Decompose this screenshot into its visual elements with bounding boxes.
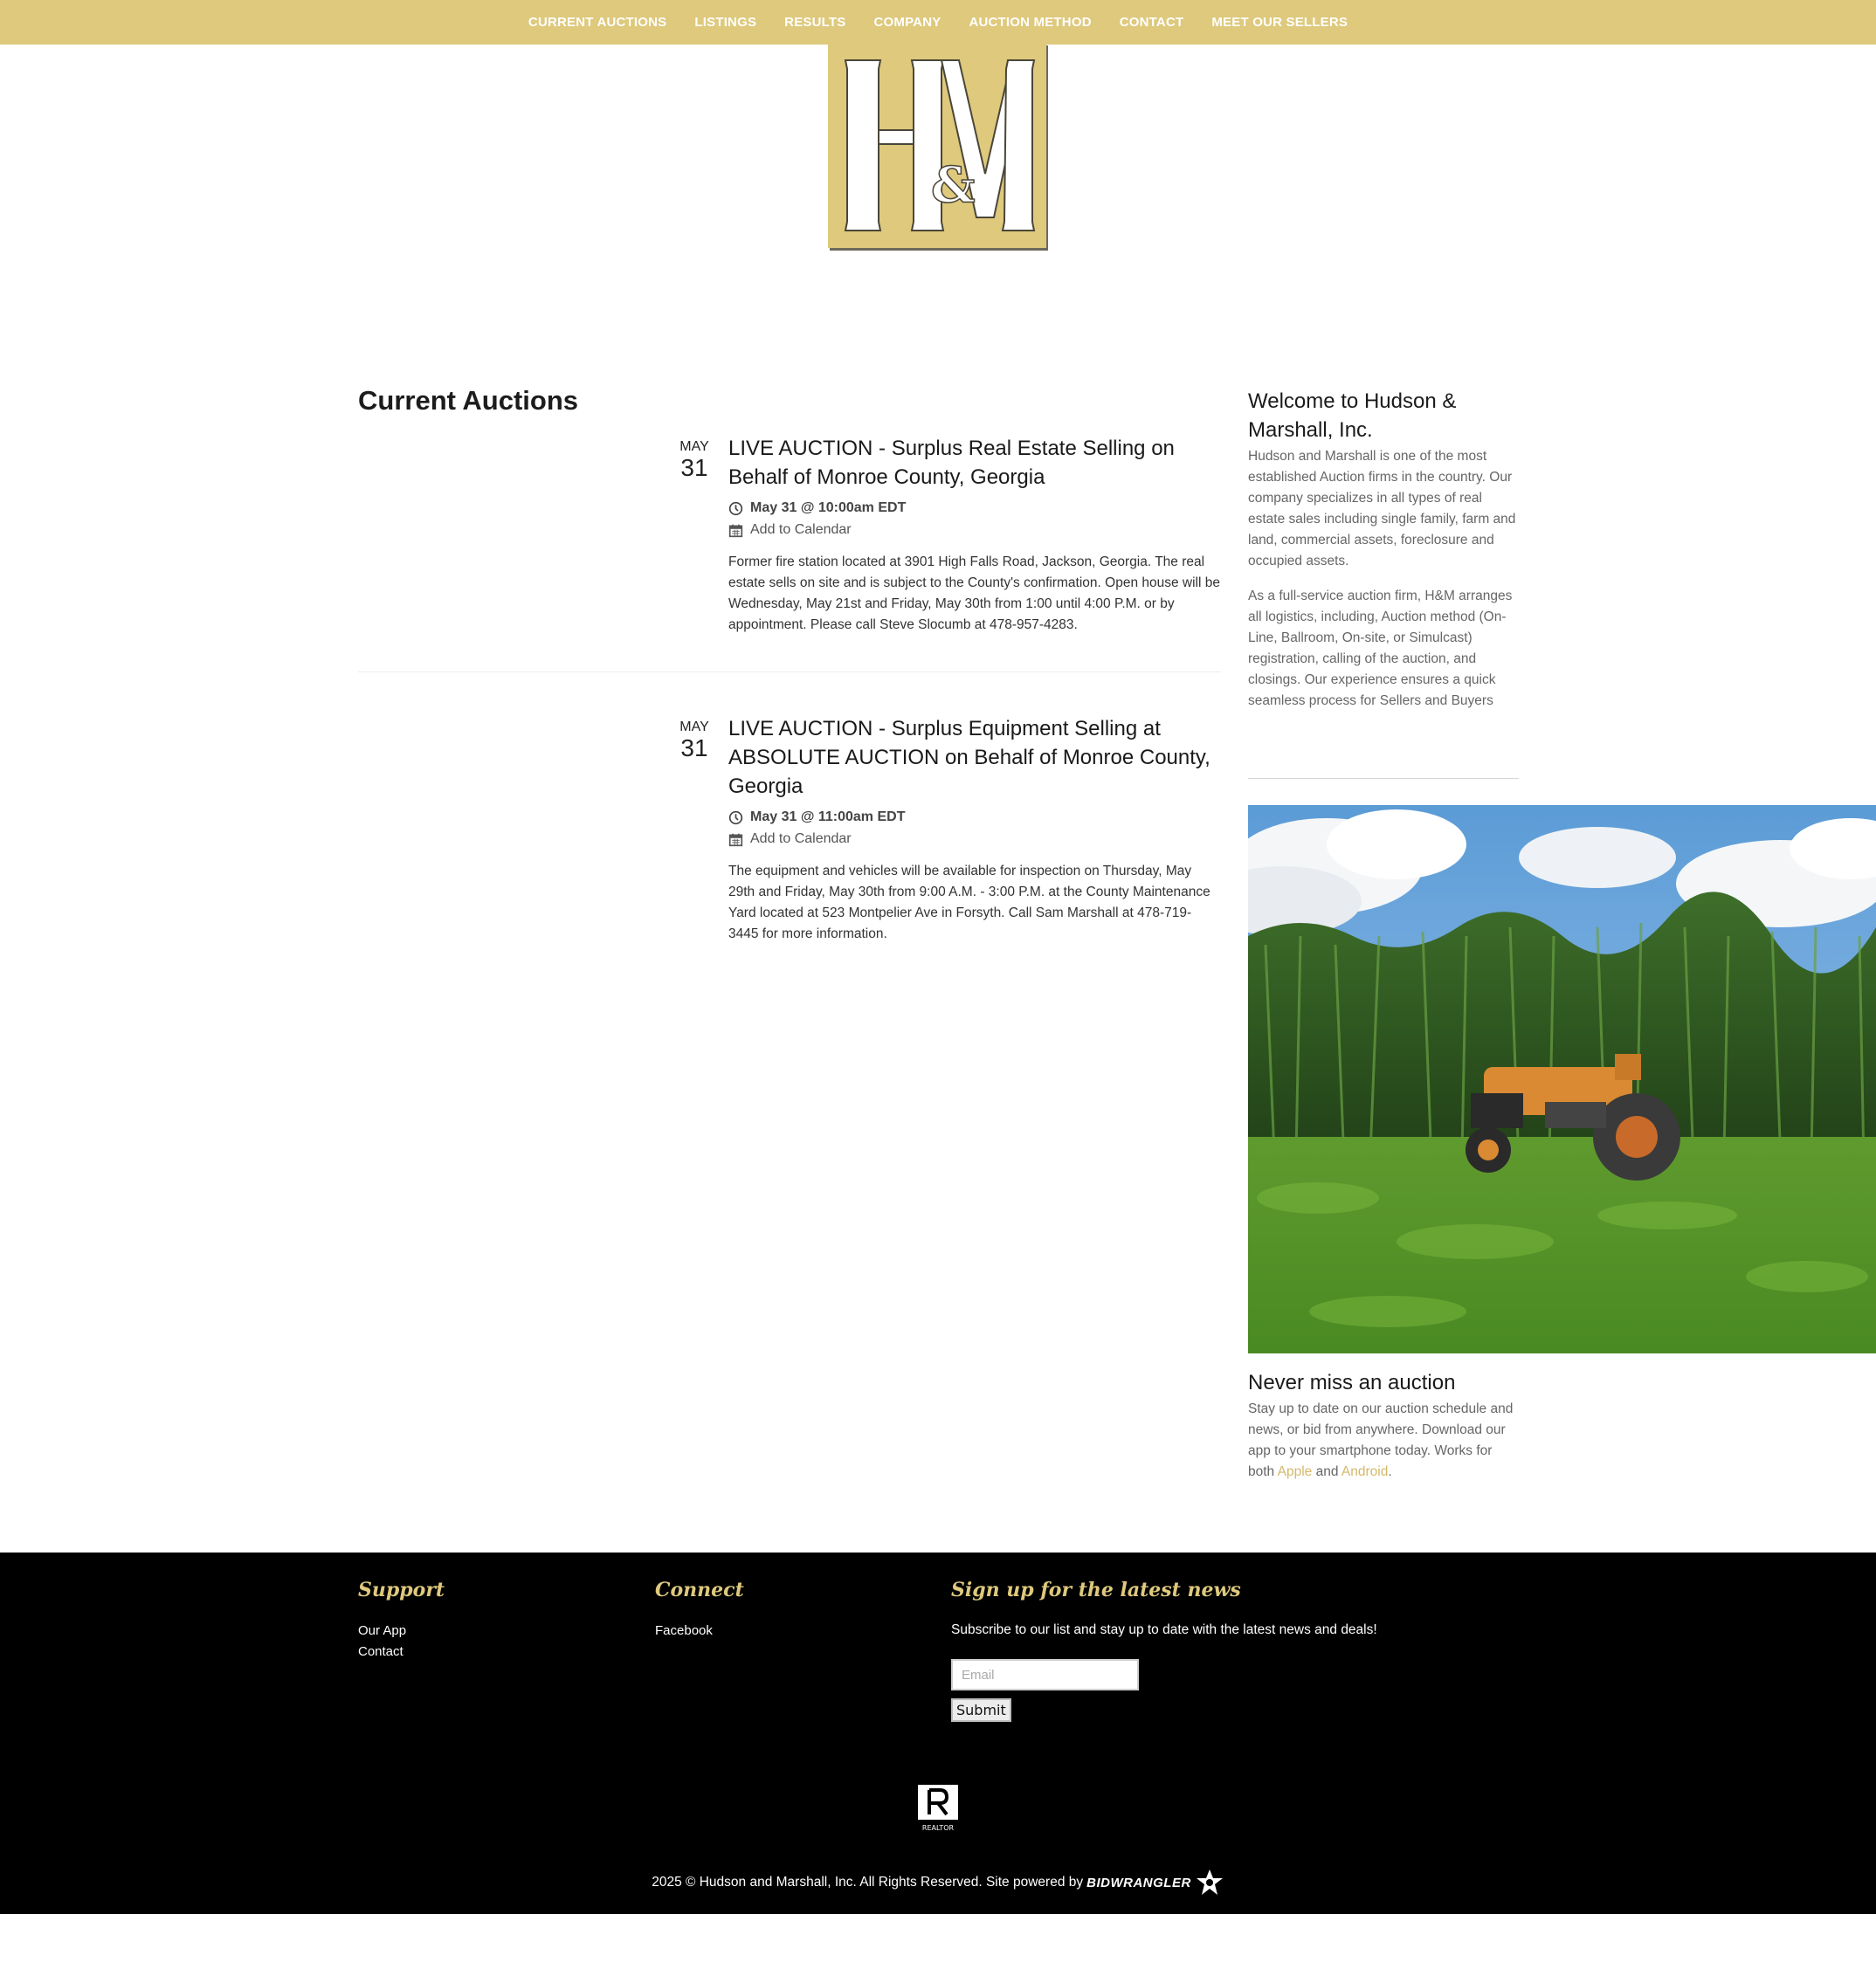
and-text: and	[1315, 1464, 1339, 1479]
nav-links	[0, 0, 1876, 45]
sidebar-welcome	[1248, 387, 1519, 712]
newsletter-title: Sign up for the latest news	[951, 1579, 1241, 1601]
top-navigation	[0, 0, 1876, 45]
add-to-calendar-link[interactable]	[728, 830, 1221, 849]
connect-title: Connect	[655, 1579, 744, 1601]
calendar-icon	[728, 523, 743, 538]
period-text: .	[1388, 1464, 1392, 1479]
event-item	[358, 434, 1221, 652]
nav-meet-our-sellers[interactable]: MEET OUR SELLERS	[1211, 15, 1348, 30]
event-time-text: May 31 @ 11:00am EDT	[750, 809, 906, 824]
realtor-label: REALTOR	[921, 1824, 955, 1832]
event-title[interactable]: LIVE AUCTION - Surplus Real Estate Selling on Behalf of Monroe County, Georgia	[728, 437, 1175, 489]
copyright-text: 2025 © Hudson and Marshall, Inc. All Rights Reserved. Site powered by	[652, 1875, 1084, 1890]
footer-connect	[655, 1579, 744, 1642]
support-title: Support	[358, 1579, 445, 1601]
nav-company[interactable]: COMPANY	[873, 15, 941, 30]
bidwrangler-brand: BIDWRANGLER	[1086, 1875, 1191, 1890]
event-title[interactable]: LIVE AUCTION - Surplus Equipment Selling at ABSOLUTE AUCTION on Behalf of Monroe County, Georgia	[728, 717, 1210, 798]
app-promo-body: Stay up to date on our auction schedule and news, or bid from anywhere. Download our app to your smartphone today. Works for both	[1248, 1401, 1514, 1479]
svg-text:&: &	[931, 156, 976, 214]
clock-icon	[728, 810, 743, 825]
hm-logo-mark	[828, 43, 1046, 248]
nav-listings[interactable]: LISTINGS	[694, 15, 757, 30]
event-time	[728, 499, 1221, 518]
add-to-calendar-label: Add to Calendar	[750, 522, 852, 537]
event-day: 31	[680, 734, 708, 761]
connect-links	[655, 1621, 744, 1642]
star-badge-icon	[1195, 1869, 1224, 1897]
page-title: Current Auctions	[358, 385, 579, 416]
email-input[interactable]	[951, 1659, 1139, 1690]
nav-current-auctions[interactable]: CURRENT AUCTIONS	[528, 15, 667, 30]
apple-link[interactable]: Apple	[1277, 1464, 1313, 1479]
welcome-paragraph-2: As a full-service auction firm, H&M arranges all logistics, including, Auction method (On-Line, Ballroom, On-site, or Simulcast) registration, calling of the auction, and closings. Our experience ensures a quick seamless process for Sellers and Buyers	[1248, 589, 1513, 708]
event-month: MAY	[679, 719, 709, 734]
submit-button[interactable]: Submit	[951, 1698, 1011, 1722]
nav-results[interactable]: RESULTS	[784, 15, 846, 30]
support-links	[358, 1621, 445, 1663]
realtor-logo-icon	[917, 1784, 959, 1833]
event-item	[358, 714, 1221, 950]
nav-auction-method[interactable]: AUCTION METHOD	[969, 15, 1092, 30]
app-promo-title: Never miss an auction	[1248, 1371, 1456, 1394]
event-description: Former fire station located at 3901 High Falls Road, Jackson, Georgia. The real estate sells on site and is subject to the County's confirmation. Open house will be Wednesday, May 21st and Friday, May 30th from 1:00 until 4:00 P.M. or by appointment. Please call Steve Slocumb at 478-957-4283.	[728, 554, 1220, 632]
clock-icon	[728, 501, 743, 516]
contact-link[interactable]: Contact	[358, 1644, 403, 1659]
add-to-calendar-link[interactable]	[728, 520, 1221, 540]
event-day: 31	[680, 454, 708, 481]
sidebar-divider	[1248, 778, 1519, 779]
bidwrangler-link[interactable]	[1086, 1869, 1224, 1897]
event-body	[728, 714, 1221, 945]
welcome-paragraph-1: Hudson and Marshall is one of the most established Auction firms in the country. Our company specializes in all types of real estate sales including single family, farm and land, commercial assets, foreclosure and occupied assets.	[1248, 449, 1516, 568]
hm-logo[interactable]	[828, 43, 1046, 248]
event-divider	[358, 671, 1221, 672]
event-time-text: May 31 @ 10:00am EDT	[750, 500, 907, 515]
event-body	[728, 434, 1221, 636]
nav-contact[interactable]: CONTACT	[1119, 15, 1184, 30]
facebook-link[interactable]: Facebook	[655, 1623, 713, 1638]
newsletter-text: Subscribe to our list and stay up to date with the latest news and deals!	[951, 1622, 1377, 1637]
our-app-link[interactable]: Our App	[358, 1623, 407, 1638]
app-promo-text	[1248, 1399, 1519, 1483]
copyright-bar	[0, 1869, 1876, 1897]
add-to-calendar-label: Add to Calendar	[750, 831, 852, 846]
farm-tractor-image	[1248, 805, 1876, 1353]
sidebar-app-promo	[1248, 1368, 1519, 1483]
welcome-title: Welcome to Hudson & Marshall, Inc.	[1248, 389, 1457, 442]
event-description: The equipment and vehicles will be available for inspection on Thursday, May 29th and Friday, May 30th from 9:00 A.M. - 3:00 P.M. at the County Maintenance Yard located at 523 Montpelier Ave in Forsyth. Call Sam Marshall at 478-719-3445 for more information.	[728, 864, 1210, 941]
event-time	[728, 808, 1221, 827]
calendar-icon	[728, 832, 743, 847]
android-link[interactable]: Android	[1341, 1464, 1389, 1479]
footer-support	[358, 1579, 445, 1663]
footer-newsletter	[951, 1579, 1377, 1722]
footer	[0, 1553, 1876, 1914]
tractor-in-cornfield-image	[1248, 805, 1876, 1353]
event-month: MAY	[679, 439, 709, 454]
